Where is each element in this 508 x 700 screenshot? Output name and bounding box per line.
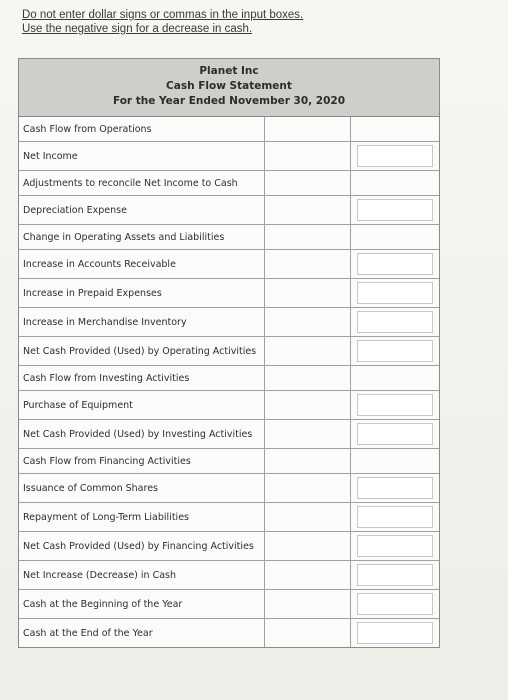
row-subtotal-cell [265, 532, 351, 560]
row-subtotal-cell [265, 225, 351, 249]
table-row [19, 142, 439, 171]
row-subtotal-cell [265, 142, 351, 170]
table-row [19, 279, 439, 308]
row-subtotal-cell [265, 503, 351, 531]
row-amount-cell [351, 171, 439, 195]
row-amount-cell [351, 225, 439, 249]
row-subtotal-cell [265, 420, 351, 448]
amount-input[interactable] [357, 506, 433, 528]
statement-period: For the Year Ended November 30, 2020 [112, 95, 346, 107]
row-amount-cell [351, 250, 439, 278]
row-label: Increase in Merchandise Inventory [19, 308, 265, 336]
amount-input[interactable] [357, 535, 433, 557]
row-label: Purchase of Equipment [19, 391, 265, 419]
row-subtotal-cell [265, 337, 351, 365]
amount-input[interactable] [357, 593, 433, 615]
amount-input[interactable] [357, 199, 433, 221]
row-label: Issuance of Common Shares [19, 474, 265, 502]
row-subtotal-cell [265, 196, 351, 224]
row-subtotal-cell [265, 250, 351, 278]
row-label: Increase in Prepaid Expenses [19, 279, 265, 307]
row-amount-cell [351, 117, 439, 141]
table-row [19, 590, 439, 619]
row-label: Net Cash Provided (Used) by Investing Activities [19, 420, 265, 448]
table-body [19, 117, 439, 647]
row-label: Change in Operating Assets and Liabilities [19, 225, 265, 249]
instruction-no-symbols: Do not enter dollar signs or commas in the input boxes. [22, 9, 304, 21]
row-subtotal-cell [265, 561, 351, 589]
row-amount-cell [351, 279, 439, 307]
row-subtotal-cell [265, 619, 351, 647]
table-row [19, 117, 439, 142]
row-label: Cash at the Beginning of the Year [19, 590, 265, 618]
row-amount-cell [351, 532, 439, 560]
statement-title: Cash Flow Statement [166, 80, 292, 92]
row-label: Increase in Accounts Receivable [19, 250, 265, 278]
amount-input[interactable] [357, 282, 433, 304]
row-amount-cell [351, 337, 439, 365]
table-row [19, 308, 439, 337]
table-row [19, 532, 439, 561]
row-label: Net Cash Provided (Used) by Financing Activities [19, 532, 265, 560]
table-row [19, 449, 439, 474]
row-subtotal-cell [265, 308, 351, 336]
table-row [19, 366, 439, 391]
row-amount-cell [351, 561, 439, 589]
amount-input[interactable] [357, 145, 433, 167]
amount-input[interactable] [357, 394, 433, 416]
row-label: Cash Flow from Financing Activities [19, 449, 265, 473]
row-subtotal-cell [265, 279, 351, 307]
row-amount-cell [351, 590, 439, 618]
amount-input[interactable] [357, 253, 433, 275]
row-subtotal-cell [265, 474, 351, 502]
row-amount-cell [351, 196, 439, 224]
row-label: Depreciation Expense [19, 196, 265, 224]
row-subtotal-cell [265, 117, 351, 141]
table-row [19, 391, 439, 420]
row-amount-cell [351, 391, 439, 419]
row-subtotal-cell [265, 590, 351, 618]
row-amount-cell [351, 474, 439, 502]
row-label: Net Increase (Decrease) in Cash [19, 561, 265, 589]
row-label: Cash Flow from Operations [19, 117, 265, 141]
row-label: Net Income [19, 142, 265, 170]
cash-flow-table [18, 58, 440, 648]
table-row [19, 171, 439, 196]
amount-input[interactable] [357, 622, 433, 644]
row-amount-cell [351, 420, 439, 448]
table-row [19, 561, 439, 590]
table-row [19, 196, 439, 225]
row-amount-cell [351, 366, 439, 390]
amount-input[interactable] [357, 564, 433, 586]
table-row [19, 474, 439, 503]
amount-input[interactable] [357, 477, 433, 499]
table-row [19, 619, 439, 647]
row-subtotal-cell [265, 391, 351, 419]
amount-input[interactable] [357, 340, 433, 362]
row-amount-cell [351, 503, 439, 531]
table-row [19, 503, 439, 532]
row-label: Cash at the End of the Year [19, 619, 265, 647]
row-amount-cell [351, 308, 439, 336]
row-label: Adjustments to reconcile Net Income to Cash [19, 171, 265, 195]
row-subtotal-cell [265, 366, 351, 390]
table-row [19, 225, 439, 250]
row-label: Cash Flow from Investing Activities [19, 366, 265, 390]
company-name: Planet Inc [199, 65, 259, 77]
row-amount-cell [351, 449, 439, 473]
amount-input[interactable] [357, 423, 433, 445]
table-row [19, 337, 439, 366]
row-amount-cell [351, 619, 439, 647]
instructions [22, 8, 303, 36]
table-row [19, 420, 439, 449]
row-label: Net Cash Provided (Used) by Operating Activities [19, 337, 265, 365]
amount-input[interactable] [357, 311, 433, 333]
row-subtotal-cell [265, 171, 351, 195]
statement-header [19, 59, 439, 117]
instruction-negative-sign: Use the negative sign for a decrease in cash. [22, 23, 253, 35]
row-amount-cell [351, 142, 439, 170]
row-subtotal-cell [265, 449, 351, 473]
row-label: Repayment of Long-Term Liabilities [19, 503, 265, 531]
table-row [19, 250, 439, 279]
